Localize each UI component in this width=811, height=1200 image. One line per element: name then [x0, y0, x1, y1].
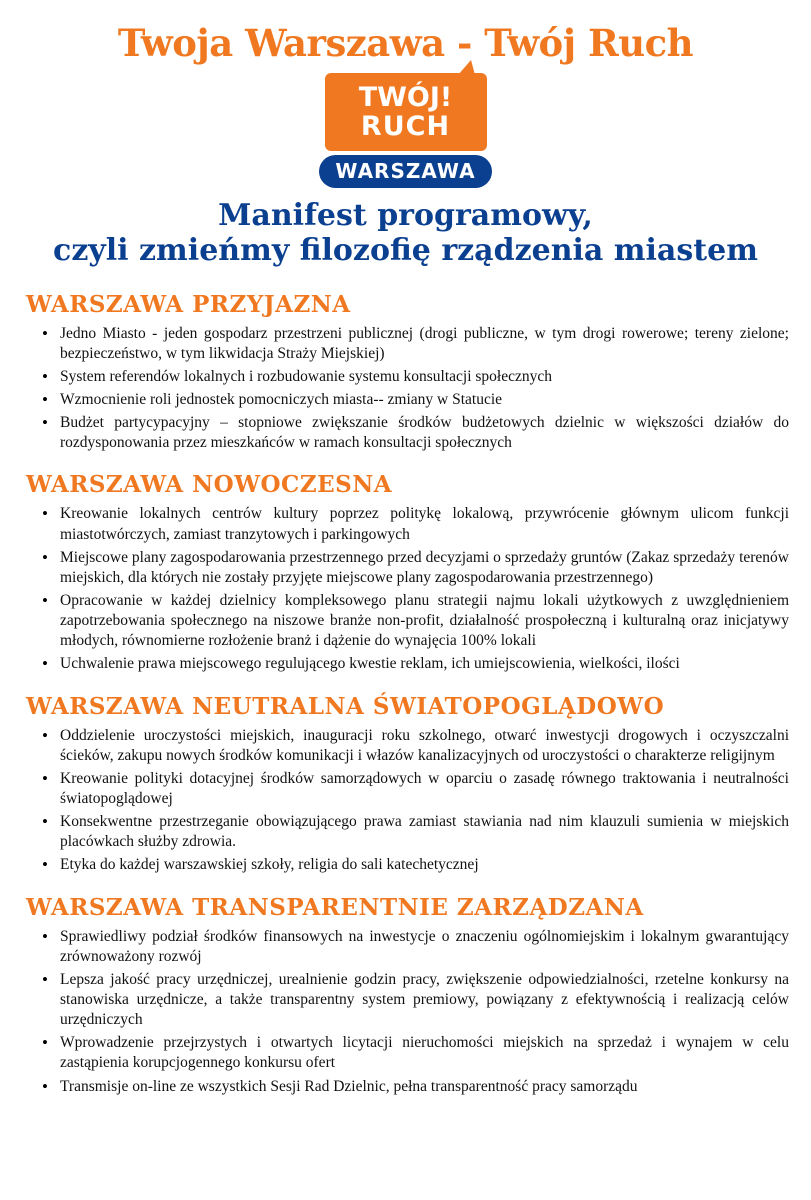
list-item: • Sprawiedliwy podział środków finansowych na inwestycje o znaczeniu ogólnomiejskim i lokalnym gwarantujący zrównoważony rozwój	[58, 927, 789, 967]
list-item: • Konsekwentne przestrzeganie obowiązującego prawa zamiast stawiania nad nim klauzuli sumienia w miejskich placówkach służby zdrowia.	[58, 812, 789, 852]
list-item: • Oddzielenie uroczystości miejskich, inauguracji roku szkolnego, otwarć inwestycji drogowych i oczyszczalni ścieków, zakupu nowych środków komunikacji i włazów kanalizacyjnych od uroczystości o charakterze religijnym	[58, 726, 789, 766]
subtitle-line-1: Manifest programowy,	[218, 197, 593, 233]
list-item: • Kreowanie polityki dotacyjnej środków samorządowych w oparciu o zasadę równego traktowania i neutralności światopoglądowej	[58, 769, 789, 809]
logo	[14, 73, 797, 188]
section-warszawa-transparentnie	[14, 894, 797, 1097]
logo-city-badge: WARSZAWA	[319, 155, 491, 188]
section-warszawa-neutralna	[14, 693, 797, 876]
list-item: • Uchwalenie prawa miejscowego regulującego kwestie reklam, ich umiejscowienia, wielkości, ilości	[58, 654, 789, 674]
section-spacer	[14, 884, 797, 894]
list-item: • Opracowanie w każdej dzielnicy kompleksowego planu strategii najmu lokali użytkowych z uwzględnieniem zapotrzebowania społecznego na niszowe branże non-profit, działalność prospołeczną i kulturalną oraz inicjatywy młodych, równomierne rozłożenie branż i dążenie do wynajęcia 100% lokali	[58, 591, 789, 651]
section-list	[14, 726, 797, 876]
logo-line-1: TWÓJ!	[358, 81, 453, 113]
section-spacer	[14, 461, 797, 471]
list-item: • Transmisje on-line ze wszystkich Sesji Rad Dzielnic, pełna transparentność pracy samorządu	[58, 1077, 789, 1097]
section-warszawa-przyjazna	[14, 291, 797, 454]
section-list	[14, 324, 797, 454]
list-item: • Lepsza jakość pracy urzędniczej, urealnienie godzin pracy, zwiększenie odpowiedzialności, rzetelne konkursy na stanowiska urzędnicze, a także transparentny system premiowy, powiązany z efektywnością i realizacją celów urzędniczych	[58, 970, 789, 1030]
logo-speech-bubble	[325, 73, 487, 151]
section-title: WARSZAWA PRZYJAZNA	[26, 290, 351, 318]
list-item: • Jedno Miasto - jeden gospodarz przestrzeni publicznej (drogi publiczne, w tym drogi rowerowe; tereny zielone; bezpieczeństwo, w tym likwidacja Straży Miejskiej)	[58, 324, 789, 364]
list-item: • Etyka do każdej warszawskiej szkoły, religia do sali katechetycznej	[58, 855, 789, 875]
section-title: WARSZAWA NOWOCZESNA	[26, 471, 393, 499]
section-title: WARSZAWA TRANSPARENTNIE ZARZĄDZANA	[26, 893, 644, 921]
list-item: • System referendów lokalnych i rozbudowanie systemu konsultacji społecznych	[58, 367, 789, 387]
section-list	[14, 504, 797, 674]
list-item: • Miejscowe plany zagospodarowania przestrzennego przed decyzjami o sprzedaży gruntów (Zakaz sprzedaży terenów miejskich, dla których nie zostały przyjęte miejscowe plany zagospodarowania przestrzennego)	[58, 548, 789, 588]
list-item: • Wprowadzenie przejrzystych i otwartych licytacji nieruchomości miejskich na sprzedaż i wynajem w celu zastąpienia korupcjogennego konkursu ofert	[58, 1033, 789, 1073]
list-item: • Wzmocnienie roli jednostek pomocniczych miasta-- zmiany w Statucie	[58, 390, 789, 410]
section-title: WARSZAWA NEUTRALNA ŚWIATOPOGLĄDOWO	[26, 692, 665, 720]
section-warszawa-nowoczesna	[14, 471, 797, 674]
section-list	[14, 927, 797, 1097]
list-item: • Budżet partycypacyjny – stopniowe zwiększanie środków budżetowych dzielnic w większości działów do rozdysponowania przez mieszkańców w ramach konsultacji społecznych	[58, 413, 789, 453]
logo-line-2: RUCH	[360, 110, 451, 142]
page-title: Twoja Warszawa - Twój Ruch	[117, 21, 694, 65]
section-spacer	[14, 683, 797, 693]
document-subtitle	[14, 198, 797, 269]
subtitle-line-2: czyli zmieńmy filozofię rządzenia miastem	[53, 233, 758, 269]
list-item: • Kreowanie lokalnych centrów kultury poprzez politykę lokalową, przywrócenie głównym ulicom funkcji miastotwórczych, zamiast tranzytowych i parkingowych	[58, 504, 789, 544]
